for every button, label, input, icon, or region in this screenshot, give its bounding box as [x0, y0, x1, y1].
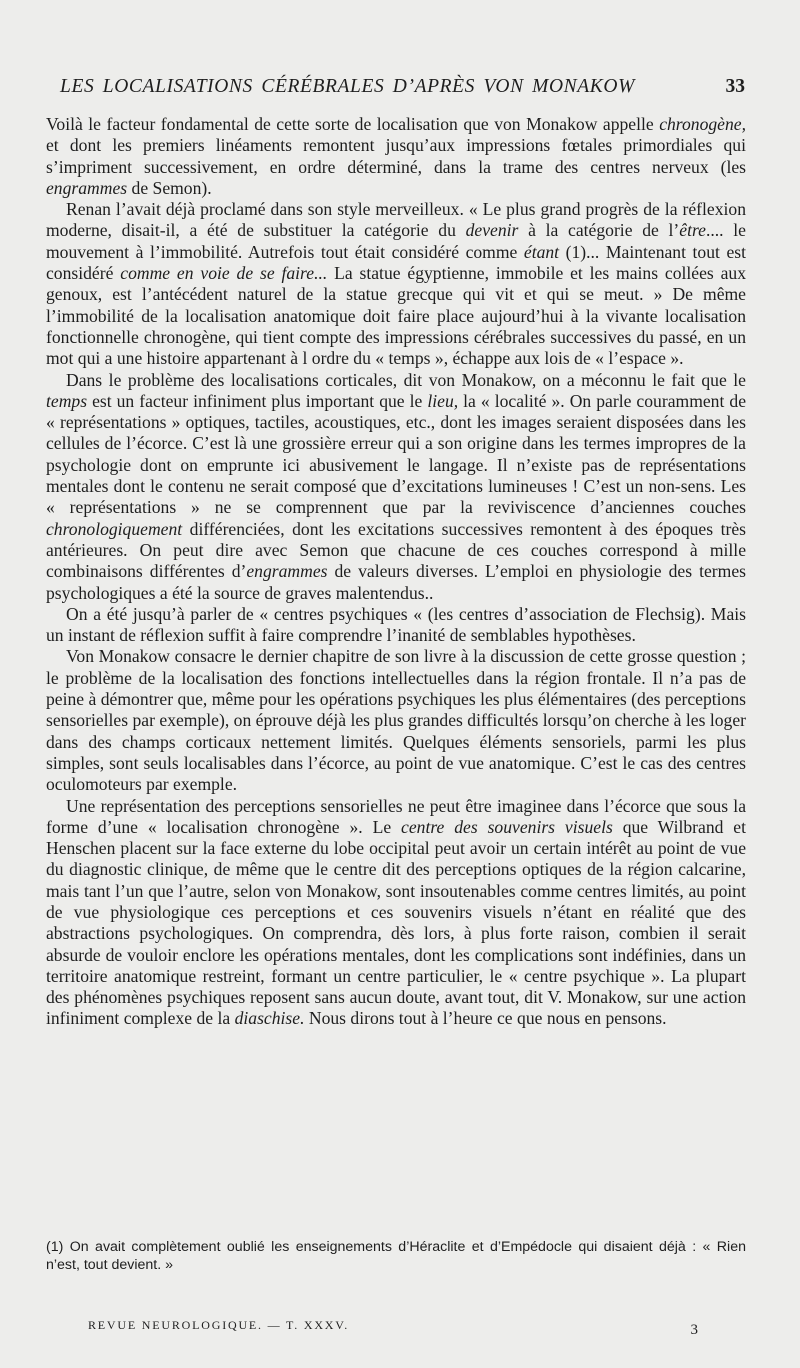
paragraph-2: [46, 199, 746, 369]
text-run: de valeurs diverses. L’emploi en physiologie des termes psychologiques a été la source de graves malentendus..: [46, 561, 746, 603]
text-run: de Semon).: [127, 177, 212, 198]
italic-term: diaschise.: [234, 1008, 305, 1029]
text-run: Une représentation des perceptions sensorielles ne peut être imaginee dans l’écorce que sous la forme d’une « localisation chronogène ». Le: [46, 795, 746, 837]
text-run: La statue égyptienne, immobile et les mains collées aux genoux, est l’antécédent naturel de la statue grecque qui vit et qui se meut. » De même l’immobilité de la localisation anatomique doit faire place aujourd’hui à la vivante localisation fonctionnelle chronogène, qui tient compte des impressions cérébrales successives du passé, en un mot qui a une histoire appartenant à l ordre du « temps », échappe aux lois de « l’espace ».: [46, 263, 747, 369]
text-run: Von Monakow consacre le dernier chapitre de son livre à la discussion de cette grosse question ; le problème de la localisation des fonctions intellectuelles dans la région frontale. Il n’a pas de peine à démontrer que, même pour les opérations psychiques les plus élémentaires (des perceptions sensorielles par exemple), on éprouve déjà les plus grandes difficultés lorsqu’on cherche à les loger dans des champs corticaux nettement limités. Quelques éléments sensoriels, parmi les plus simples, sont seuls localisables dans l’écorce, au point de vue anatomique. C’est le cas des centres oculomoteurs par exemple.: [46, 646, 746, 795]
text-run: à la catégorie de l’: [518, 220, 680, 241]
signature-mark: 3: [690, 1322, 698, 1338]
italic-term: étant: [523, 241, 560, 262]
text-run: (1)... Maintenant tout est considéré: [46, 241, 746, 284]
body-text: [46, 114, 746, 1030]
text-run: Dans le problème des localisations corticales, dit von Monakow, on a méconnu le fait que le: [66, 369, 746, 390]
italic-term: temps: [46, 390, 88, 411]
italic-term: devenir: [465, 220, 519, 241]
page-number: 33: [725, 76, 745, 97]
italic-term: engrammes: [246, 561, 328, 582]
footnote: (1) On avait complètement oublié les enseignements d’Héraclite et d’Empédocle qui disaient déjà : « Rien n’est, tout devient. »: [46, 1239, 746, 1273]
text-run: Renan l’avait déjà proclamé dans son style merveilleux. « Le plus grand progrès de la réflexion moderne, disait-il, a été de substituer la catégorie du: [46, 199, 746, 241]
paragraph-3: [46, 370, 746, 604]
running-head-title: LES LOCALISATIONS CÉRÉBRALES D’APRÈS VON MONAKOW: [60, 76, 635, 97]
text-run: Nous dirons tout à l’heure ce que nous en pensons.: [304, 1008, 667, 1029]
text-run: la « localité ». On parle couramment de « représentations » optiques, tactiles, acoustiques, etc., dont les images seraient disposées dans les cellules de l’écorce. C’est là une grossière erreur qui a son origine dans les termes impropres de la psychologie dont on emprunte ici abusivement le langage. Il n’existe pas de représentations mentales dont le contenu ne serait composé que d’excitations lumineuses ! C’est un non-sens. Les « représentations » ne se comprennent que par la reviviscence d’anciennes couches: [46, 390, 746, 518]
text-run: que Wilbrand et Henschen placent sur la face externe du lobe occipital peut avoir un certain intérêt au point de vue du diagnostic clinique, de même que le centre dit des perceptions optiques de la région calcarine, mais tant l’un que l’autre, selon von Monakow, sont insoutenables comme centres limités, au point de vue physiologique ces perceptions et ces souvenirs visuels n’étant en réalité que des abstractions psychologiques. On comprendra, dès lors, à plus forte raison, combien il serait absurde de vouloir enclore les opérations mentales, dont les complications sont indéfinies, dans un territoire anatomique restreint, formant un centre particulier, le « centre psychique ». La plupart des phénomènes psychiques reposent sans aucun doute, avant tout, dit V. Monakow, sur une action infiniment complexe de la: [46, 816, 747, 1029]
italic-term: être: [679, 220, 706, 241]
page-footer: [88, 1318, 698, 1338]
text-run: est un facteur infiniment plus important que le: [87, 390, 428, 411]
text-run: .... le mouvement à l’immobilité. Autrefois tout était considéré comme: [46, 220, 746, 262]
paragraph-5: [46, 646, 746, 795]
journal-signature: REVUE NEUROLOGIQUE. — T. XXXV.: [88, 1318, 349, 1332]
italic-term: lieu,: [427, 390, 459, 411]
text-run: et dont les premiers linéaments remontent jusqu’aux impressions fœtales primordiales qui s’impriment successivement, en ordre déterminé, dans la trame des centres nerveux (les: [46, 135, 746, 177]
text-run: Voilà le facteur fondamental de cette sorte de localisation que von Monakow appelle: [46, 114, 660, 134]
italic-term: chronologiquement: [46, 518, 183, 539]
text-run: On a été jusqu’à parler de « centres psychiques « (les centres d’association de Flechsig). Mais un instant de réflexion suffit à faire comprendre l’inanité de semblables hypothèses.: [46, 603, 746, 646]
italic-term: engrammes: [46, 177, 128, 198]
italic-term: comme en voie de se faire...: [120, 263, 328, 284]
italic-term: chronogène,: [659, 114, 746, 134]
running-head: [60, 76, 745, 98]
text-run: différenciées, dont les excitations successives remontent à des époques très antérieures. On peut dire avec Semon que chacune de ces couches correspond à mille combinaisons différentes d’: [46, 518, 746, 582]
paragraph-4: [46, 604, 746, 647]
paragraph-1: [46, 114, 746, 199]
italic-term: centre des souvenirs visuels: [401, 816, 613, 837]
paragraph-6: [46, 796, 746, 1030]
